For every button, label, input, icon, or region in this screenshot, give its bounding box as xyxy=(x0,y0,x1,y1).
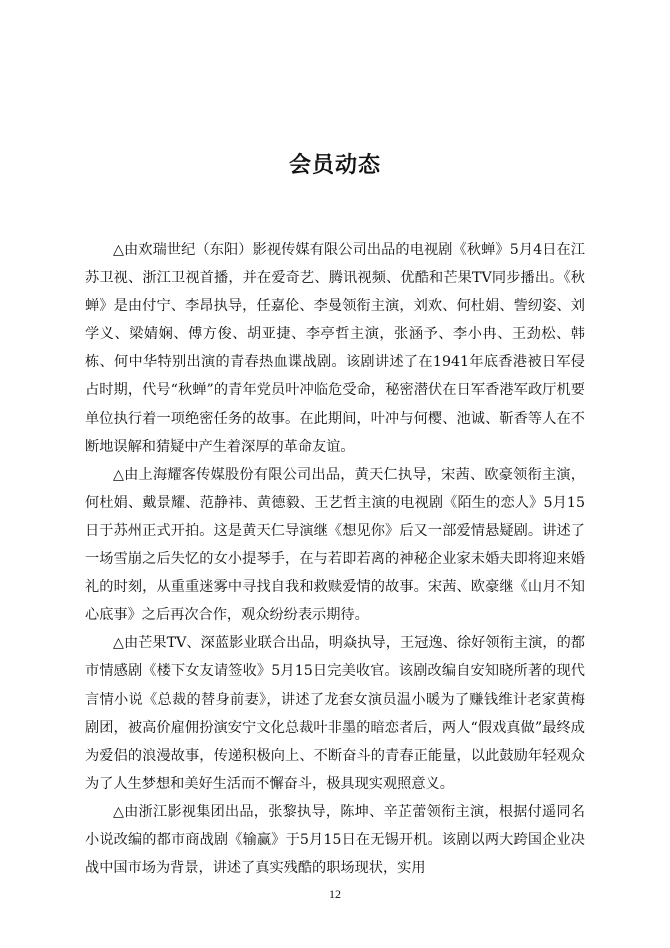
news-paragraph-shuying: △由浙江影视集团出品，张黎执导，陈坤、辛芷蕾领衔主演，根据付遥同名小说改编的都市商战剧《输赢》于5月15日在无锡开机。该剧以两大跨国企业决战中国市场为背景，讲述了真实残酷的职场现状，实用 xyxy=(85,803,585,877)
page-title: 会员动态 xyxy=(288,153,381,178)
news-paragraph-mosheng-de-lianren: △由上海耀客传媒股份有限公司出品，黄天仁执导，宋茜、欧豪领衔主演，何杜娟、戴景耀、范静祎、黄德毅、王艺哲主演的电视剧《陌生的恋人》5月15日于苏州正式开拍。这是黄天仁导演继《想见你》后又一部爱情悬疑剧。讲述了一场雪崩之后失忆的女小提琴手，在与若即若离的神秘企业家未婚夫即将迎来婚礼的时刻，从重重迷雾中寻找自我和救赎爱情的故事。宋茜、欧豪继《山月不知心底事》之后再次合作，观众纷纷表示期待。 xyxy=(85,466,585,624)
news-paragraph-louxia-nvyou: △由芒果TV、深蓝影业联合出品，明焱执导，王冠逸、徐好领衔主演，的都市情感剧《楼下女友请签收》5月15日完美收官。该剧改编自安知晓所著的现代言情小说《总裁的替身前妻》，讲述了龙套女演员温小暖为了赚钱维计老家黄梅剧团，被高价雇佣扮演安宁文化总裁叶非墨的暗恋者后，两人“假戏真做”最终成为爱侣的浪漫故事，传递积极向上、不断奋斗的青春正能量，以此鼓励年轻观众为了人生梦想和美好生活而不懈奋斗，极具现实观照意义。 xyxy=(85,635,585,792)
news-paragraph-qiuchan: △由欢瑞世纪（东阳）影视传媒有限公司出品的电视剧《秋蝉》5月4日在江苏卫视、浙江卫视首播，并在爱奇艺、腾讯视频、优酷和芒果TV同步播出。《秋蝉》是由付宁、李昂执导，任嘉伦、李曼领衔主演，刘欢、何杜娟、訾纫姿、刘学义、梁婧娴、傅方俊、胡亚捷、李亭哲主演，张涵予、李小冉、王劲松、韩栋、何中华特别出演的青春热血谍战剧。该剧讲述了在1941年底香港被日军侵占时期，代号“秋蝉”的青年党员叶冲临危受命，秘密潜伏在日军香港军政厅机要单位执行着一项绝密任务的故事。在此期间，叶冲与何樱、池诚、靳香等人在不断地误解和猜疑中产生着深厚的革命友谊。 xyxy=(85,242,585,455)
page-number: 12 xyxy=(329,887,341,901)
article-body xyxy=(85,236,585,882)
